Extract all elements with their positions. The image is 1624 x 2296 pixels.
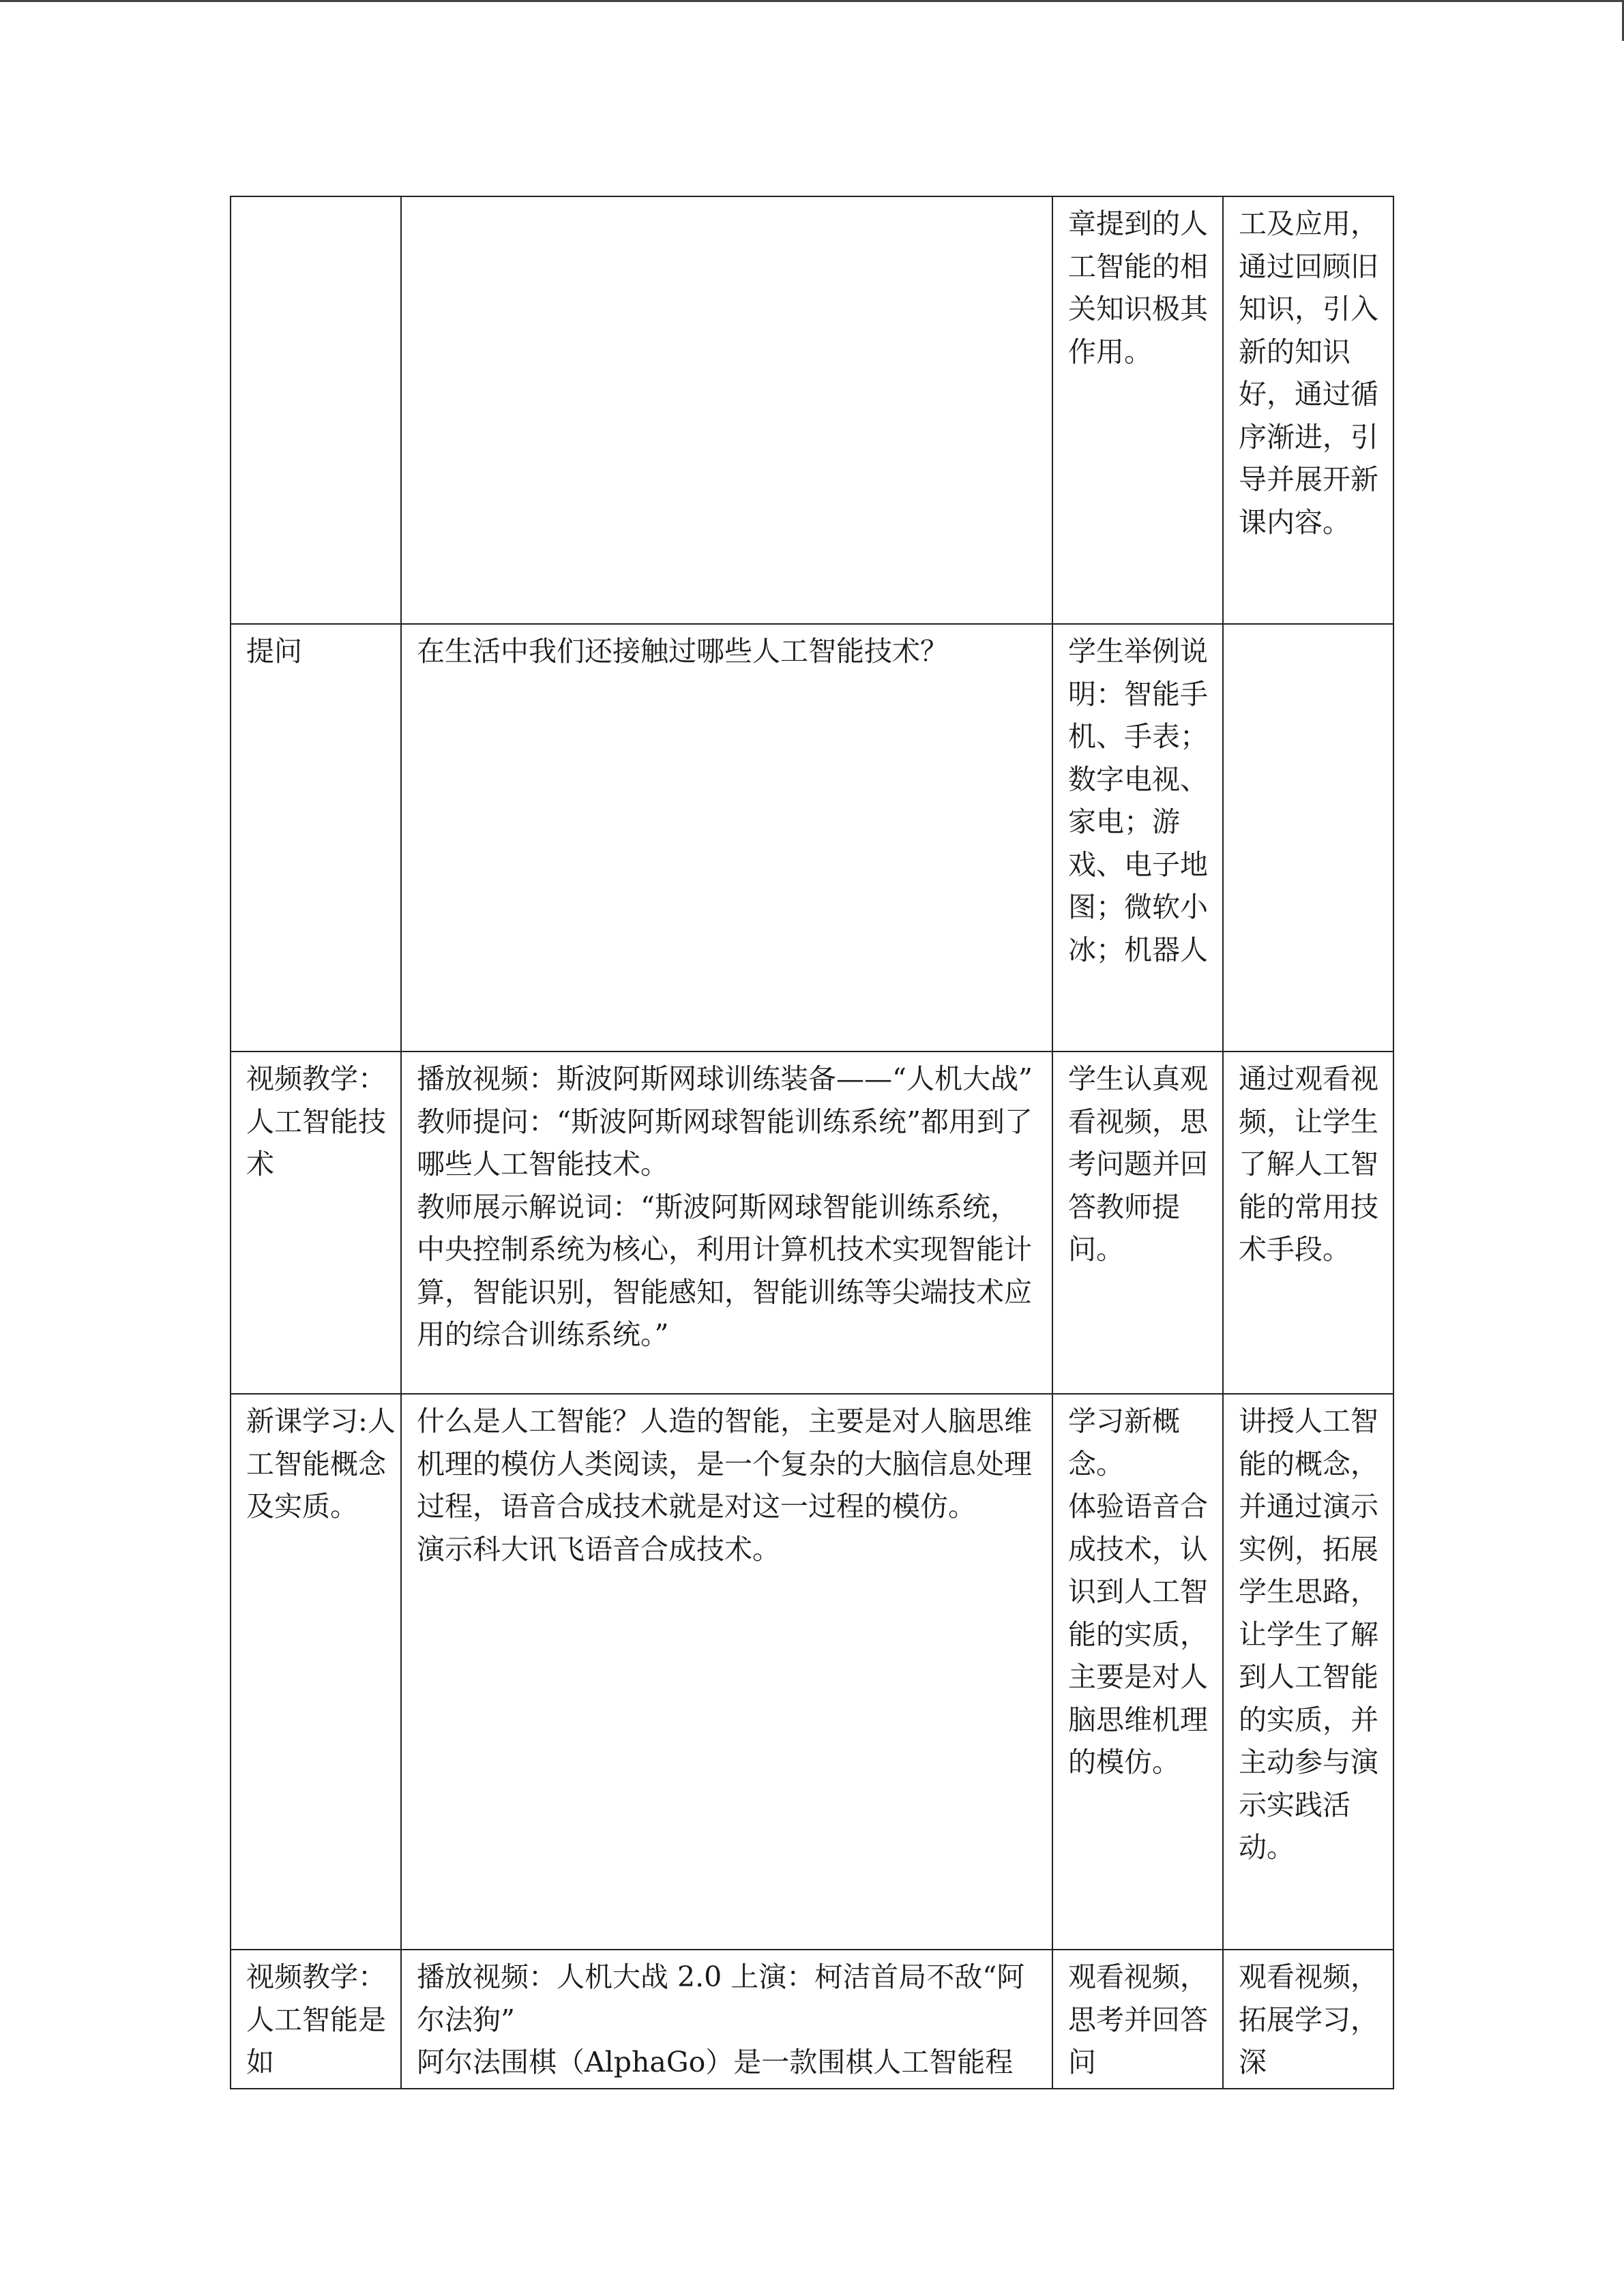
content-paragraph: 演示科大讯飞语音合成技术。 (417, 1532, 780, 1566)
content-paragraph: 教师提问：“斯波阿斯网球智能训练系统”都用到了哪些人工智能技术。 (417, 1105, 1033, 1180)
lesson-plan-table (230, 196, 1394, 2089)
table-row (231, 196, 1393, 624)
stage-cell: 视频教学：人工智能技术 (231, 1052, 401, 1394)
student-activity-line: 体验语音合成技术，认识到人工智能的实质，主要是对人脑思维机理的模仿。 (1068, 1490, 1208, 1778)
table-row (231, 624, 1393, 1052)
content-paragraph: 播放视频：人机大战 2.0 上演：柯洁首局不敌“阿尔法狗” (417, 1960, 1025, 2036)
content-cell (401, 624, 1052, 1052)
content-paragraph: 播放视频：斯波阿斯网球训练装备——“人机大战” (417, 1062, 1033, 1095)
stage-cell: 新课学习:人工智能概念及实质。 (231, 1394, 401, 1950)
design-intent-cell (1223, 624, 1393, 1052)
design-intent-cell: 工及应用，通过回顾旧知识，引入新的知识好，通过循序渐进，引导并展开新课内容。 (1223, 196, 1393, 624)
content-cell (401, 1052, 1052, 1394)
student-activity-cell: 学生认真观看视频，思考问题并回答教师提问。 (1052, 1052, 1223, 1394)
stage-cell (231, 196, 401, 624)
content-paragraph: 阿尔法围棋（AlphaGo）是一款围棋人工智能程 (417, 2046, 1014, 2078)
stage-cell: 提问 (231, 624, 401, 1052)
stage-cell: 视频教学：人工智能是如 (231, 1950, 401, 2089)
student-activity-cell: 章提到的人工智能的相关知识极其作用。 (1052, 196, 1223, 624)
student-activity-cell: 学生举例说明：智能手机、手表；数字电视、家电；游戏、电子地图；微软小冰；机器人 (1052, 624, 1223, 1052)
design-intent-cell: 通过观看视频，让学生了解人工智能的常用技术手段。 (1223, 1052, 1393, 1394)
table-row (231, 1052, 1393, 1394)
content-paragraph: 在生活中我们还接触过哪些人工智能技术？ (417, 635, 948, 668)
content-paragraph: 什么是人工智能？人造的智能，主要是对人脑思维机理的模仿人类阅读，是一个复杂的大脑信息处理过程，语音合成技术就是对这一过程的模仿。 (417, 1405, 1032, 1523)
page-top-edge (0, 0, 1624, 2)
design-intent-cell: 讲授人工智能的概念，并通过演示实例，拓展学生思路，让学生了解到人工智能的实质，并主动参与演示实践活动。 (1223, 1394, 1393, 1950)
table-row (231, 1394, 1393, 1950)
table-row (231, 1950, 1393, 2089)
content-cell (401, 196, 1052, 624)
student-activity-cell (1052, 1394, 1223, 1950)
student-activity-line: 学习新概念。 (1068, 1405, 1180, 1480)
content-cell (401, 1950, 1052, 2089)
student-activity-cell: 观看视频，思考并回答问 (1052, 1950, 1223, 2089)
design-intent-cell: 观看视频，拓展学习，深 (1223, 1950, 1393, 2089)
content-paragraph: 教师展示解说词：“斯波阿斯网球智能训练系统，中央控制系统为核心，利用计算机技术实现智能计算，智能识别，智能感知，智能训练等尖端技术应用的综合训练系统。” (417, 1190, 1032, 1351)
content-cell (401, 1394, 1052, 1950)
